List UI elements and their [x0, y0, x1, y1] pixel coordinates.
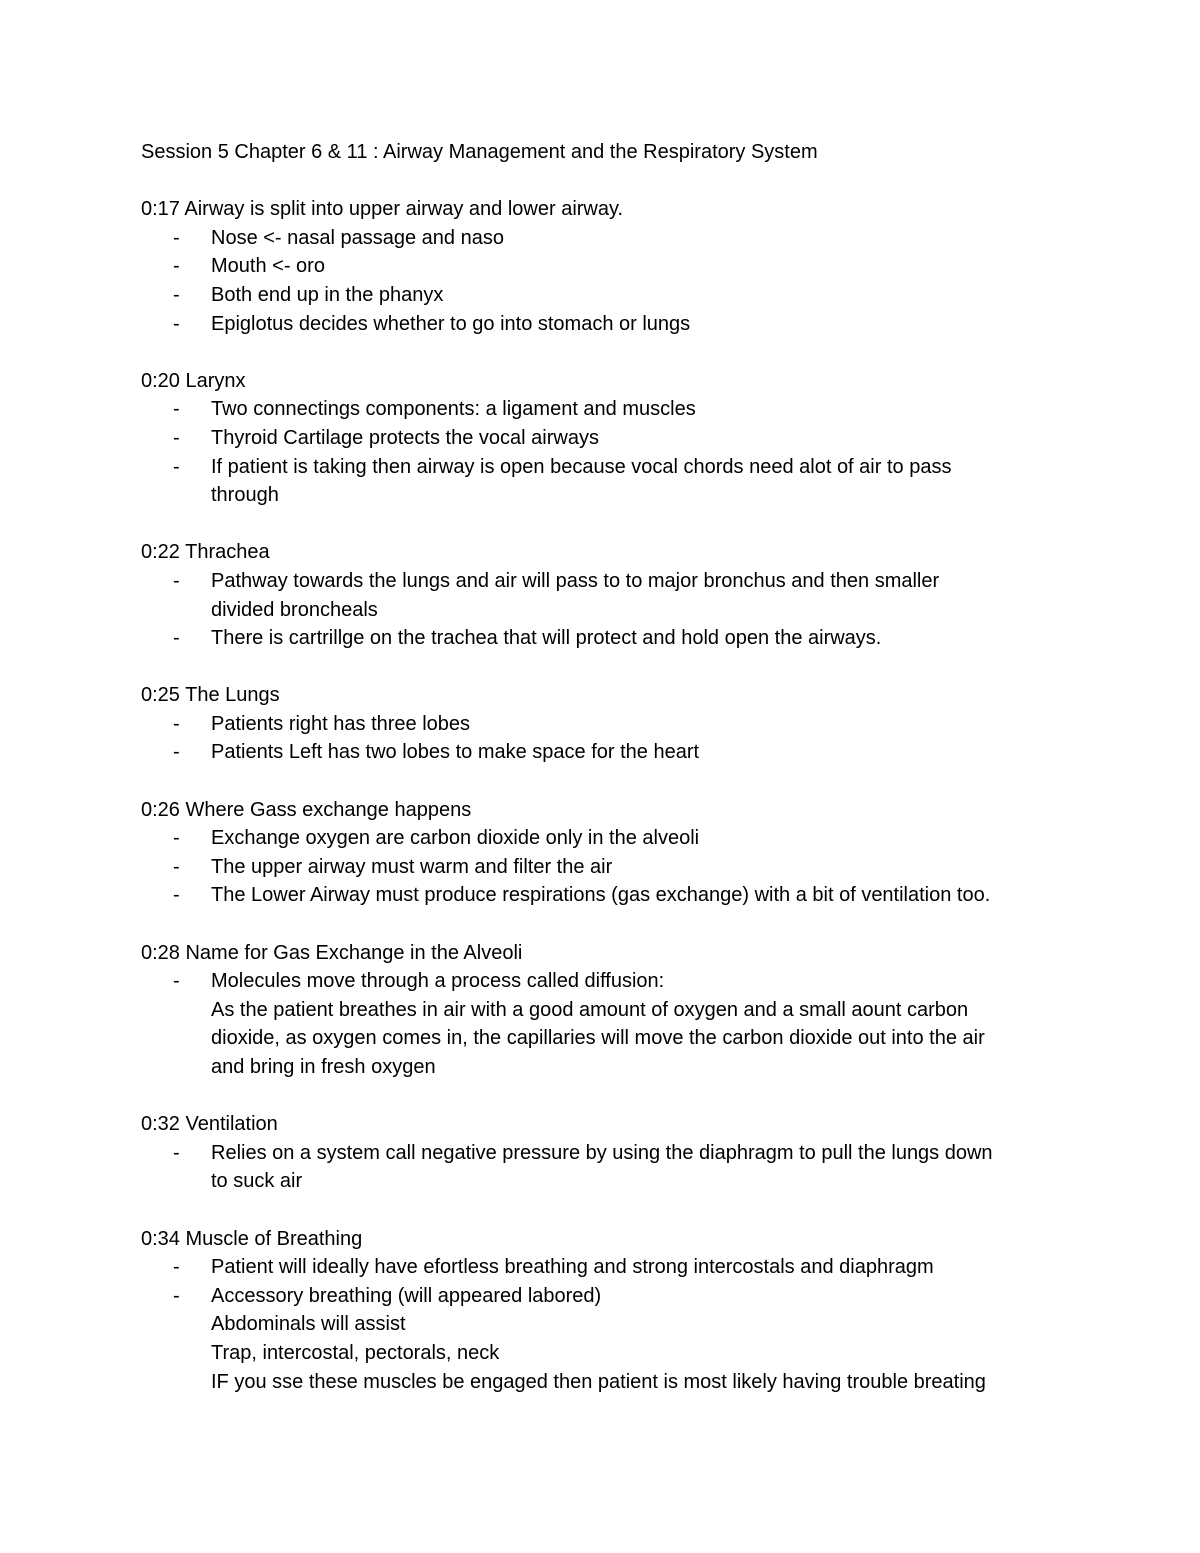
- bullet-text-line: Mouth <- oro: [211, 255, 325, 278]
- section-heading: 0:26 Where Gass exchange happens: [141, 798, 472, 821]
- notes-sections: [141, 195, 1071, 1396]
- bullet-dash: -: [173, 312, 180, 335]
- bullet-dash: -: [173, 884, 180, 907]
- bullet-dash: -: [173, 827, 180, 850]
- bullet-item: [173, 567, 1071, 624]
- bullet-item: [173, 853, 1071, 882]
- bullet-text-line: IF you sse these muscles be engaged then patient is most likely having trouble breating: [211, 1370, 986, 1393]
- bullet-list: [141, 710, 1071, 767]
- bullet-item: [173, 881, 1071, 910]
- bullet-text-line: As the patient breathes in air with a good amount of oxygen and a small aount carbon: [211, 998, 969, 1021]
- bullet-item: [173, 224, 1071, 253]
- bullet-text-line: Pathway towards the lungs and air will pass to to major bronchus and then smaller: [211, 569, 940, 592]
- section-heading: 0:34 Muscle of Breathing: [141, 1227, 363, 1250]
- bullet-item: [173, 710, 1071, 739]
- bullet-text-line: Accessory breathing (will appeared labored): [211, 1284, 602, 1307]
- notes-section: [141, 1225, 1071, 1397]
- bullet-text-line: If patient is taking then airway is open because vocal chords need alot of air to pass: [211, 455, 952, 478]
- bullet-text-line: to suck air: [211, 1170, 303, 1193]
- bullet-dash: -: [173, 1141, 180, 1164]
- bullet-list: [141, 567, 1071, 653]
- section-heading: 0:17 Airway is split into upper airway and lower airway.: [141, 198, 624, 221]
- notes-section: [141, 367, 1071, 510]
- bullet-item: [173, 310, 1071, 339]
- notes-section: [141, 681, 1071, 767]
- bullet-text-line: Exchange oxygen are carbon dioxide only in the alveoli: [211, 827, 700, 850]
- bullet-text-line: Abdominals will assist: [211, 1313, 406, 1336]
- bullet-text-line: and bring in fresh oxygen: [211, 1056, 436, 1078]
- bullet-dash: -: [173, 1256, 180, 1279]
- bullet-item: [173, 281, 1071, 310]
- bullet-item: [173, 738, 1071, 767]
- bullet-dash: -: [173, 970, 180, 993]
- bullet-text-line: Both end up in the phanyx: [211, 283, 444, 306]
- bullet-item: [173, 967, 1071, 1081]
- section-heading: 0:25 The Lungs: [141, 684, 280, 707]
- bullet-item: [173, 1139, 1071, 1196]
- bullet-text-line: Patients right has three lobes: [211, 712, 471, 735]
- bullet-text-line: divided broncheals: [211, 598, 378, 621]
- bullet-dash: -: [173, 1284, 180, 1307]
- bullet-text-line: The upper airway must warm and filter the air: [211, 855, 613, 878]
- bullet-item: [173, 252, 1071, 281]
- bullet-dash: -: [173, 226, 180, 249]
- bullet-list: [141, 1253, 1071, 1396]
- bullet-dash: -: [173, 741, 180, 764]
- bullet-dash: -: [173, 855, 180, 878]
- notes-section: [141, 538, 1071, 652]
- bullet-dash: -: [173, 712, 180, 735]
- bullet-text-line: Patients Left has two lobes to make space for the heart: [211, 741, 700, 764]
- bullet-text-line: The Lower Airway must produce respirations (gas exchange) with a bit of ventilation too.: [211, 884, 991, 907]
- bullet-dash: -: [173, 283, 180, 306]
- section-heading: 0:32 Ventilation: [141, 1113, 278, 1136]
- bullet-item: [173, 1282, 1071, 1396]
- notes-section: [141, 195, 1071, 338]
- bullet-text-line: Nose <- nasal passage and naso: [211, 226, 504, 249]
- bullet-list: [141, 824, 1071, 910]
- bullet-text-line: Trap, intercostal, pectorals, neck: [211, 1341, 500, 1364]
- bullet-item: [173, 395, 1071, 424]
- document-title: Session 5 Chapter 6 & 11 : Airway Management and the Respiratory System: [141, 141, 818, 163]
- bullet-list: [141, 224, 1071, 338]
- document-body: [141, 138, 1071, 1396]
- bullet-text-line: Two connectings components: a ligament and muscles: [211, 398, 696, 421]
- bullet-dash: -: [173, 255, 180, 278]
- bullet-text-line: Relies on a system call negative pressure by using the diaphragm to pull the lungs down: [211, 1141, 993, 1164]
- notes-section: [141, 796, 1071, 910]
- bullet-list: [141, 967, 1071, 1081]
- bullet-item: [173, 1253, 1071, 1282]
- bullet-dash: -: [173, 627, 180, 650]
- section-heading: 0:28 Name for Gas Exchange in the Alveoli: [141, 941, 523, 964]
- bullet-dash: -: [173, 455, 180, 478]
- bullet-text-line: Thyroid Cartilage protects the vocal airways: [211, 426, 599, 449]
- bullet-dash: -: [173, 426, 180, 449]
- bullet-text-line: Molecules move through a process called diffusion:: [211, 970, 665, 993]
- notes-section: [141, 939, 1071, 1082]
- section-heading: 0:22 Thrachea: [141, 541, 270, 564]
- bullet-text-line: through: [211, 484, 279, 507]
- section-heading: 0:20 Larynx: [141, 369, 246, 392]
- bullet-list: [141, 395, 1071, 509]
- bullet-text-line: Patient will ideally have efortless breathing and strong intercostals and diaphragm: [211, 1256, 934, 1279]
- bullet-text-line: Epiglotus decides whether to go into stomach or lungs: [211, 312, 691, 335]
- notes-section: [141, 1110, 1071, 1196]
- bullet-dash: -: [173, 398, 180, 421]
- bullet-item: [173, 453, 1071, 510]
- bullet-list: [141, 1139, 1071, 1196]
- bullet-dash: -: [173, 569, 180, 592]
- bullet-text-line: dioxide, as oxygen comes in, the capillaries will move the carbon dioxide out into the air: [211, 1027, 985, 1050]
- bullet-item: [173, 824, 1071, 853]
- bullet-text-line: There is cartrillge on the trachea that will protect and hold open the airways.: [211, 627, 882, 650]
- bullet-item: [173, 624, 1071, 653]
- bullet-item: [173, 424, 1071, 453]
